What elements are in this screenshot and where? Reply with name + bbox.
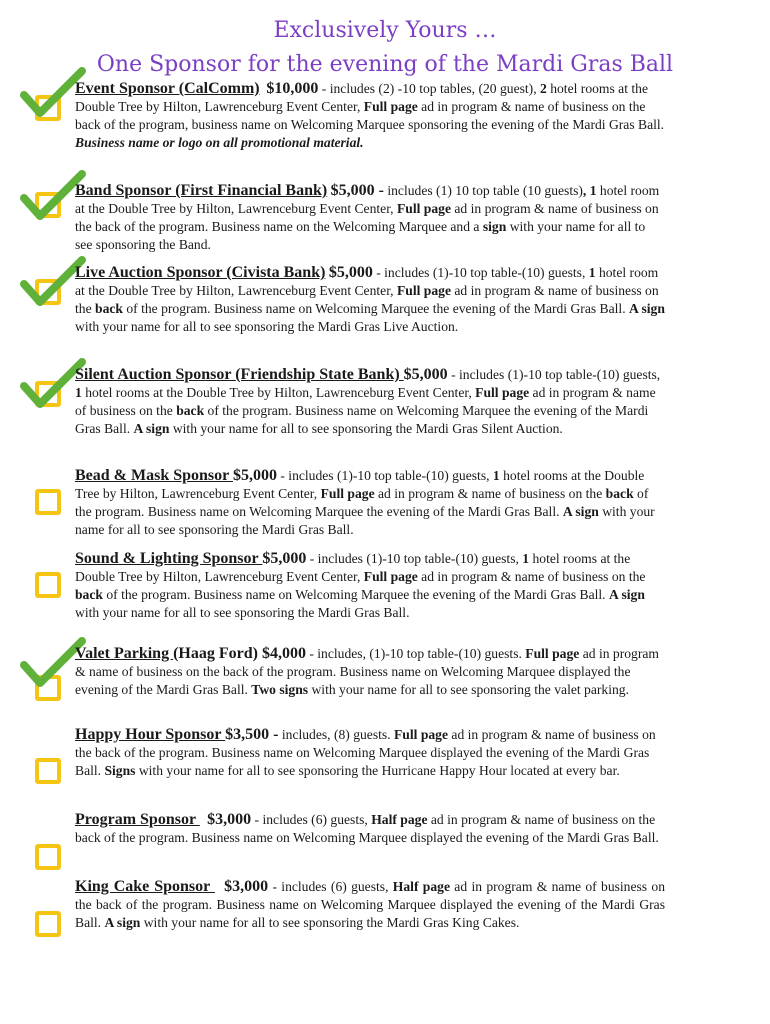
sponsor-price: $5,000 [262,550,307,567]
desc-bold: Two signs [251,682,309,697]
desc-bold: 2 [540,81,547,96]
desc-bold: A sign [629,301,665,316]
desc-bold: A sign [104,915,141,930]
sponsor-band-text [75,182,665,254]
desc: - includes (1)-10 top table-(10) guests, [276,468,493,483]
sponsor-title: Band Sponsor (First Financial Bank) [75,182,328,199]
desc: - includes (6) guests, [268,879,393,894]
sponsor-title: Sound & Lighting Sponsor [75,550,263,567]
sponsor-live-auction-text [75,264,665,336]
desc-bold: Full page [363,569,418,584]
sponsor-title: Silent Auction Sponsor [75,366,236,383]
desc: ad in program & name of business on the [417,569,646,584]
desc-bold: back [75,587,103,602]
desc: ad in program & name of business on the [75,385,656,418]
desc-bold: Full page [363,99,418,114]
desc: of the program. Business name on Welcoming Marquee the evening of the Mardi Gras Ball. [102,587,609,602]
sponsor-title: King Cake Sponsor [75,878,215,895]
sponsor-program-text [75,811,665,847]
sponsor-sound-lighting-text [75,550,665,622]
desc-bold: Full page [396,201,451,216]
checkbox-program[interactable] [35,844,61,870]
desc: hotel rooms at the Double Tree by Hilton, Lawrenceburg Event Center, [75,81,648,114]
sponsor-title: Bead & Mask Sponsor [75,467,233,484]
desc: of the program. Business name on Welcoming Marquee the evening of the Mardi Gras Ball. [122,301,629,316]
desc: with your name for all to see sponsoring the Mardi Gras King Cakes. [140,915,520,930]
sponsor-happy-hour-text [75,726,665,780]
desc-bold: A sign [562,504,599,519]
desc: ad in program & name of business on the [75,283,659,316]
sponsor-price: $5,000 [232,467,277,484]
desc: with your name for all to see sponsoring the Mardi Gras Ball. [75,605,410,620]
sponsor-price: $4,000 [261,645,306,662]
desc: ad in program & name of business on the back of the program. Business name on Welcoming Marquee displayed the evening of the Mardi Gras Ball. [75,879,666,930]
desc: of the program. Business name on Welcoming Marquee the evening of the Mardi Gras Ball. [75,403,649,436]
desc-bold: , 1 [582,183,597,198]
sponsor-price: $3,000 [203,811,252,828]
desc: ad in program & name of business on the back of the program, business name on Welcoming Marquee sponsoring the evening of the Mardi Gras Ball. [75,99,665,132]
desc: - includes, (1)-10 top table-(10) guests. [305,646,526,661]
desc-bold: 1 [522,551,530,566]
sponsor-title: Event Sponsor (CalComm) [75,80,260,97]
desc: ad in program & name of business on the [374,486,606,501]
desc: with your name for all to see sponsoring the Band. [75,219,646,252]
desc: with your name for all to see sponsoring the valet parking. [308,682,629,697]
desc: - includes (1)-10 top table-(10) guests, [306,551,523,566]
desc-bold: Full page [475,385,530,400]
desc: with your name for all to see sponsoring the Hurricane Happy Hour located at every bar. [135,763,620,778]
checkbox-bead-mask[interactable] [35,489,61,515]
desc-bold: A sign [133,421,170,436]
desc: ad in program & name of business on the back of the program. Business name on the Welcoming Marquee and a [75,201,659,234]
desc-bold: back [176,403,205,418]
desc-bold: A sign [608,587,645,602]
desc: hotel rooms at the Double Tree by Hilton, Lawrenceburg Event Center, [81,385,476,400]
sponsor-price: $3,500 - [225,726,279,743]
page-title-line-1: Exclusively Yours … [273,18,497,43]
desc: hotel rooms at the Double Tree by Hilton, Lawrenceburg Event Center, [75,551,631,584]
sponsor-title: Valet Parking [75,645,174,662]
desc: - includes (1)-10 top table-(10) guests, [447,367,661,382]
sponsor-king-cake-text [75,878,665,932]
desc-bold: 1 [75,385,82,400]
desc-bold: Full page [525,646,580,661]
desc: hotel room at the Double Tree by Hilton, Lawrenceburg Event Center, [75,183,660,216]
sponsor-price: $10,000 [266,80,319,97]
desc: - includes (6) guests, [251,812,372,827]
sponsor-silent-auction-text [75,366,665,438]
desc-bold: back [95,301,123,316]
desc-bold: sign [482,219,507,234]
sponsor-price: $3,000 [219,878,269,895]
desc-bold: 1 [492,468,500,483]
desc: with your name for all to see sponsoring the Mardi Gras Silent Auction. [169,421,563,436]
sponsor-price: $5,000 [403,366,448,383]
desc: ad in program & name of business on the back of the program. Business name on Welcoming Marquee displayed the evening of the Mardi Gras Ball. [75,812,659,845]
page-title-line-2: One Sponsor for the evening of the Mardi Gras Ball [96,52,674,77]
desc-bold-italic: Business name or logo on all promotional material. [75,135,364,150]
checkbox-happy-hour[interactable] [35,758,61,784]
sponsor-title: Program Sponsor [75,811,200,828]
desc-bold: 1 [588,265,596,280]
sponsor-price: $5,000 - [330,182,384,199]
sponsor-event-text [75,80,665,152]
desc: hotel rooms at the Double Tree by Hilton, Lawrenceburg Event Center, [75,468,645,501]
desc-bold: Half page [371,812,428,827]
desc-bold: Full page [396,283,451,298]
desc-bold: back [605,486,634,501]
sponsor-title: Live Auction Sponsor (Civista Bank) [75,264,326,281]
desc-bold: Signs [104,763,136,778]
checkbox-king-cake[interactable] [35,911,61,937]
desc-bold: Half page [392,879,450,894]
desc: - includes (2) -10 top tables, (20 guest), [318,81,541,96]
sponsor-price: $5,000 [328,264,373,281]
desc: ad in program & name of business on the back of the program. Business name on Welcoming Marquee displayed the evening of the Mardi Gras Ball. [75,727,656,778]
desc-bold: Full page [394,727,449,742]
desc-bold: Full page [320,486,375,501]
sponsor-bead-mask-text [75,467,665,539]
desc: with your name for all to see sponsoring the Mardi Gras Ball. [75,504,655,537]
desc: - includes (1)-10 top table-(10) guests, [372,265,589,280]
sponsor-company: (Haag Ford) [173,645,262,662]
desc: hotel room at the Double Tree by Hilton, Lawrenceburg Event Center, [75,265,659,298]
sponsor-title: Happy Hour Sponsor [75,726,226,743]
desc: includes, (8) guests. [278,727,394,742]
desc: with your name for all to see sponsoring the Mardi Gras Live Auction. [75,319,459,334]
desc: includes (1) 10 top table (10 guests) [383,183,583,198]
desc: ad in program & name of business on the back of the program. Business name on Welcoming Marquee displayed the evening of the Mardi Gras Ball. [75,646,659,697]
checkbox-sound-lighting[interactable] [35,572,61,598]
sponsor-valet-parking-text [75,645,665,699]
desc: of the program. Business name on Welcoming Marquee the evening of the Mardi Gras Ball. [75,486,649,519]
sponsor-company: (Friendship State Bank) [235,366,404,383]
